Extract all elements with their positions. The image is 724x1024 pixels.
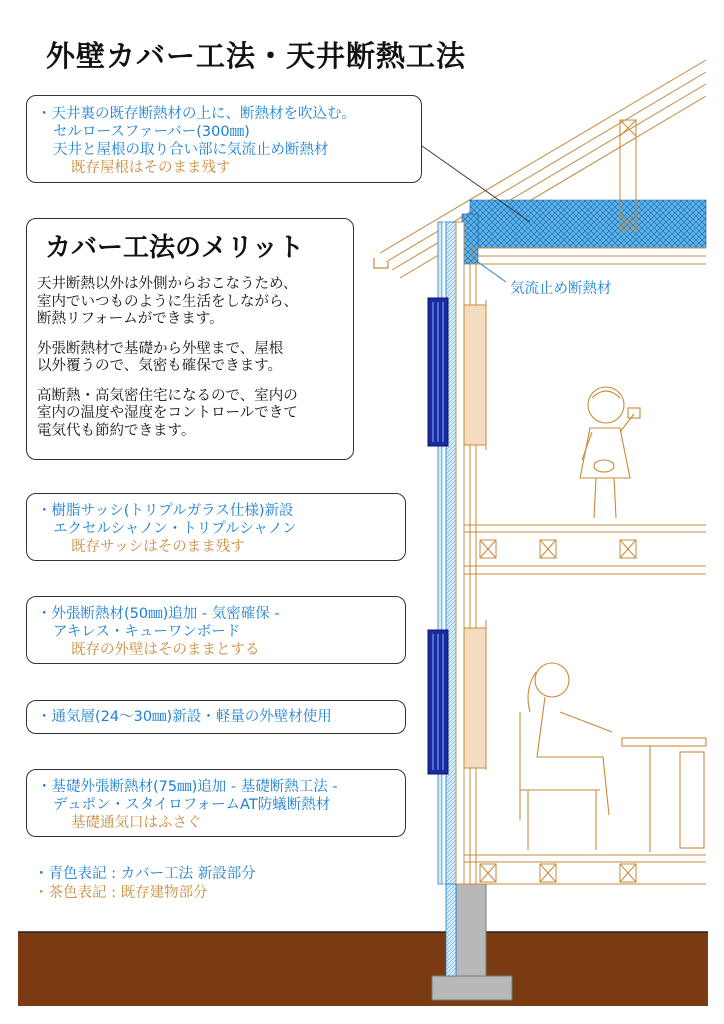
airstop-callout-label: 気流止め断熱材 <box>510 281 612 297</box>
merit-paragraph-3: 高断熱・高気密住宅になるので、室内の 室内の温度や湿度をコントロールできて 電気代も節約できます。 <box>37 387 298 439</box>
sash-note-line-3: 既存サッシはそのまま残す <box>71 539 245 555</box>
existing-wall <box>456 222 464 884</box>
exterior-note-line-1: ・外張断熱材(50㎜)追加 - 気密確保 - <box>37 606 280 622</box>
ceiling-note-line-2: セルロースファーバー(300㎜) <box>53 124 250 140</box>
page-title: 外壁カバー工法・天井断熱工法 <box>46 39 467 73</box>
exterior-note-line-2: アキレス・キューワンボード <box>53 624 241 640</box>
ceiling-cellulose-insulation <box>470 200 706 248</box>
merit-title: カバー工法のメリット <box>45 233 304 263</box>
ceiling-note-box <box>26 95 422 183</box>
exterior-note-box <box>26 596 406 664</box>
exterior-note-line-3: 既存の外壁はそのままとする <box>71 642 260 658</box>
gutter <box>374 258 388 268</box>
existing-window-lower <box>464 628 486 768</box>
legend-brown: ・茶色表記 : 既存建物部分 <box>34 885 208 901</box>
new-sash-lower <box>428 630 448 774</box>
foundation-note-line-1: ・基礎外張断熱材(75㎜)追加 - 基礎断熱工法 - <box>37 779 338 795</box>
vent-note-box <box>26 700 406 734</box>
foundation-note-box <box>26 769 406 837</box>
soil <box>18 932 708 1006</box>
seated-woman-icon <box>520 663 706 852</box>
sash-note-box <box>26 493 406 561</box>
foundation-insulation <box>446 884 456 976</box>
ceiling-note-line-4: 既存屋根はそのまま残す <box>71 160 231 176</box>
merit-box <box>26 218 354 460</box>
merit-paragraph-2: 外張断熱材で基礎から外壁まで、屋根 以外覆うので、気密も確保できます。 <box>37 340 284 374</box>
foundation-note-line-2: デュポン・スタイロフォームAT防蟻断熱材 <box>53 797 331 813</box>
standing-girl-icon <box>580 387 640 518</box>
existing-window-upper <box>464 305 486 445</box>
interior-structure <box>464 264 706 884</box>
merit-paragraph-1: 天井断熱以外は外側からおこなうため、 室内でいつものように生活をしながら、 断熱リフォームができます。 <box>37 276 298 327</box>
foundation-note-line-3: 基礎通気口はふさぐ <box>71 815 202 831</box>
vent-note-line-1: ・通気層(24～30㎜)新設・軽量の外壁材使用 <box>37 709 332 725</box>
foundation-wall <box>456 884 486 976</box>
airstop-leader <box>478 262 506 282</box>
ceiling-note-line-3: 天井と屋根の取り合い部に気流止め断熱材 <box>53 142 329 158</box>
sash-note-line-2: エクセルシャノン・トリプルシャノン <box>53 521 297 537</box>
ceiling-note-line-1: ・天井裏の既存断熱材の上に、断熱材を吹込む。 <box>37 106 356 122</box>
sash-note-line-1: ・樹脂サッシ(トリプルガラス仕様)新設 <box>37 503 294 519</box>
foundation-footing <box>432 976 512 1000</box>
new-sash-upper <box>428 298 448 446</box>
legend-blue: ・青色表記 : カバー工法 新設部分 <box>34 866 256 882</box>
